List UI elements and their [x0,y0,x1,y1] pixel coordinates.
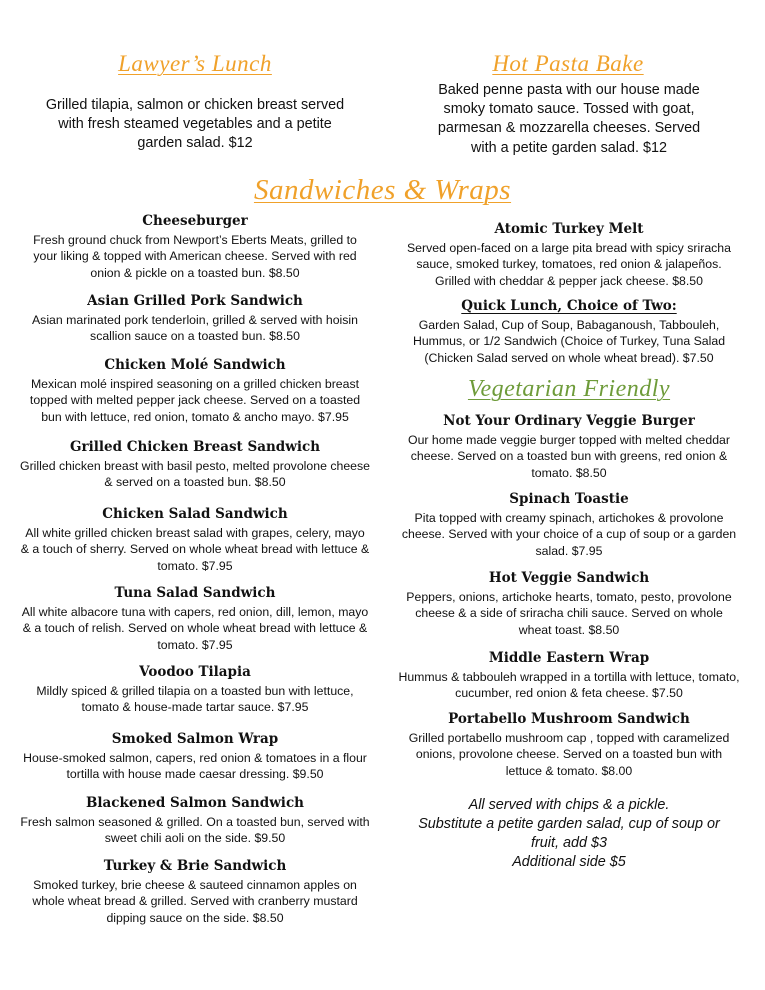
item-desc: All white albacore tuna with capers, red onion, dill, lemon, mayo & a touch of relish. Served on whole wheat bread with lettuce & tomato. $7.95 [21,605,369,652]
item-name: Atomic Turkey Melt [494,221,644,237]
item-desc: All white grilled chicken breast salad with grapes, celery, mayo & a touch of sherry. Served on whole wheat bread with lettuce & tomato. $7.95 [20,526,370,573]
item-desc: Pita topped with creamy spinach, artichokes & provolone cheese. Served with your choice of a cup of soup or a garden salad. $7.95 [401,511,737,558]
item-desc: Hummus & tabbouleh wrapped in a tortilla with lettuce, tomato, cucumber, red onion & feta cheese. $7.50 [398,670,740,701]
item-name: Portabello Mushroom Sandwich [448,711,690,727]
menu-item [20,439,370,491]
item-desc: Fresh ground chuck from Newport’s Eberts Meats, grilled to your liking & topped with American cheese. Served with red onion & pickle on a toasted bun. $8.50 [33,233,357,280]
menu-item [20,506,370,574]
menu-item [398,221,740,289]
vegetarian-friendly-title: Vegetarian Friendly [467,376,671,402]
item-name: Quick Lunch, Choice of Two: [461,298,677,314]
item-name: Not Your Ordinary Veggie Burger [443,413,695,429]
hot-pasta-bake-title: Hot Pasta Bake [492,51,644,76]
hot-pasta-bake-desc: Baked penne pasta with our house made smoky tomato sauce. Tossed with goat, parmesan & mozzarella cheeses. Served with a petite garden salad. $12 [437,82,701,156]
item-desc: Peppers, onions, artichoke hearts, tomato, pesto, provolone cheese & a side of sriracha chili sauce. Served on whole wheat toast. $8.50 [406,590,732,637]
item-name: Middle Eastern Wrap [488,650,650,666]
item-name: Turkey & Brie Sandwich [103,858,287,874]
menu-item [398,570,740,638]
item-name: Voodoo Tilapia [139,664,251,680]
menu-item [20,357,370,425]
item-desc: Garden Salad, Cup of Soup, Babaganoush, Tabbouleh, Hummus, or 1/2 Sandwich (Choice of Turkey, Tuna Salad (Chicken Salad served on whole wheat bread). $7.50 [412,318,726,365]
menu-item [398,650,740,702]
menu-item [20,293,370,345]
footer-line-3: Additional side $5 [512,854,626,870]
item-desc: House-smoked salmon, capers, red onion & tomatoes in a flour tortilla with house made caesar dressing. $9.50 [23,751,367,782]
item-name: Grilled Chicken Breast Sandwich [69,439,321,455]
footer-note [412,796,726,872]
sandwiches-wraps-title: Sandwiches & Wraps [253,174,512,206]
item-name: Smoked Salmon Wrap [111,731,279,747]
item-desc: Served open-faced on a large pita bread with spicy sriracha sauce, smoked turkey, tomatoes, red onion & jalapeños. Grilled with cheddar & pepper jack cheese. $8.50 [406,241,731,288]
item-name: Spinach Toastie [509,491,629,507]
item-name: Asian Grilled Pork Sandwich [87,293,303,309]
menu-item [20,795,370,847]
footer-line-1: All served with chips & a pickle. [468,797,670,813]
item-name: Chicken Salad Sandwich [102,506,288,522]
lawyers-lunch-title: Lawyer’s Lunch [118,51,272,76]
footer-line-2: Substitute a petite garden salad, cup of soup or fruit, add $3 [418,816,720,851]
item-desc: Mexican molé inspired seasoning on a grilled chicken breast topped with melted pepper jack cheese. Served on a toasted bun with lettuce, red onion, tomato & ancho mayo. $7.95 [29,377,361,424]
menu-item [20,213,370,281]
item-desc: Smoked turkey, brie cheese & sauteed cinnamon apples on whole wheat bread & grilled. Served with cranberry mustard dipping sauce on the side. $8.50 [32,878,358,925]
left-menu-column [20,213,370,933]
menu-item [398,491,740,559]
item-name: Chicken Molé Sandwich [104,357,286,373]
lawyers-lunch-desc: Grilled tilapia, salmon or chicken breast served with fresh steamed vegetables and a petite garden salad. $12 [45,97,345,152]
item-name: Cheeseburger [142,213,248,229]
item-name: Hot Veggie Sandwich [488,570,650,586]
menu-item [398,413,740,481]
item-desc: Grilled portabello mushroom cap , topped with caramelized onions, provolone cheese. Served on a toasted bun with lettuce & tomato. $8.00 [408,731,730,778]
menu-item [398,711,740,779]
item-desc: Mildly spiced & grilled tilapia on a toasted bun with lettuce, tomato & house-made tartar sauce. $7.95 [36,684,354,715]
right-menu-column [398,221,740,881]
menu-item [20,858,370,926]
item-desc: Grilled chicken breast with basil pesto, melted provolone cheese & served on a toasted bun. $8.50 [20,459,370,490]
item-desc: Asian marinated pork tenderloin, grilled & served with hoisin scallion sauce on a toasted bun. $8.50 [31,313,359,344]
menu-item [20,585,370,653]
menu-item [20,664,370,716]
menu-item [398,298,740,366]
item-name: Blackened Salmon Sandwich [86,795,304,811]
item-name: Tuna Salad Sandwich [114,585,276,601]
item-desc: Our home made veggie burger topped with melted cheddar cheese. Served on a toasted bun with greens, red onion & tomato. $8.50 [408,433,730,480]
menu-item [20,731,370,783]
item-desc: Fresh salmon seasoned & grilled. On a toasted bun, served with sweet chili aoli on the side. $9.50 [20,815,370,846]
